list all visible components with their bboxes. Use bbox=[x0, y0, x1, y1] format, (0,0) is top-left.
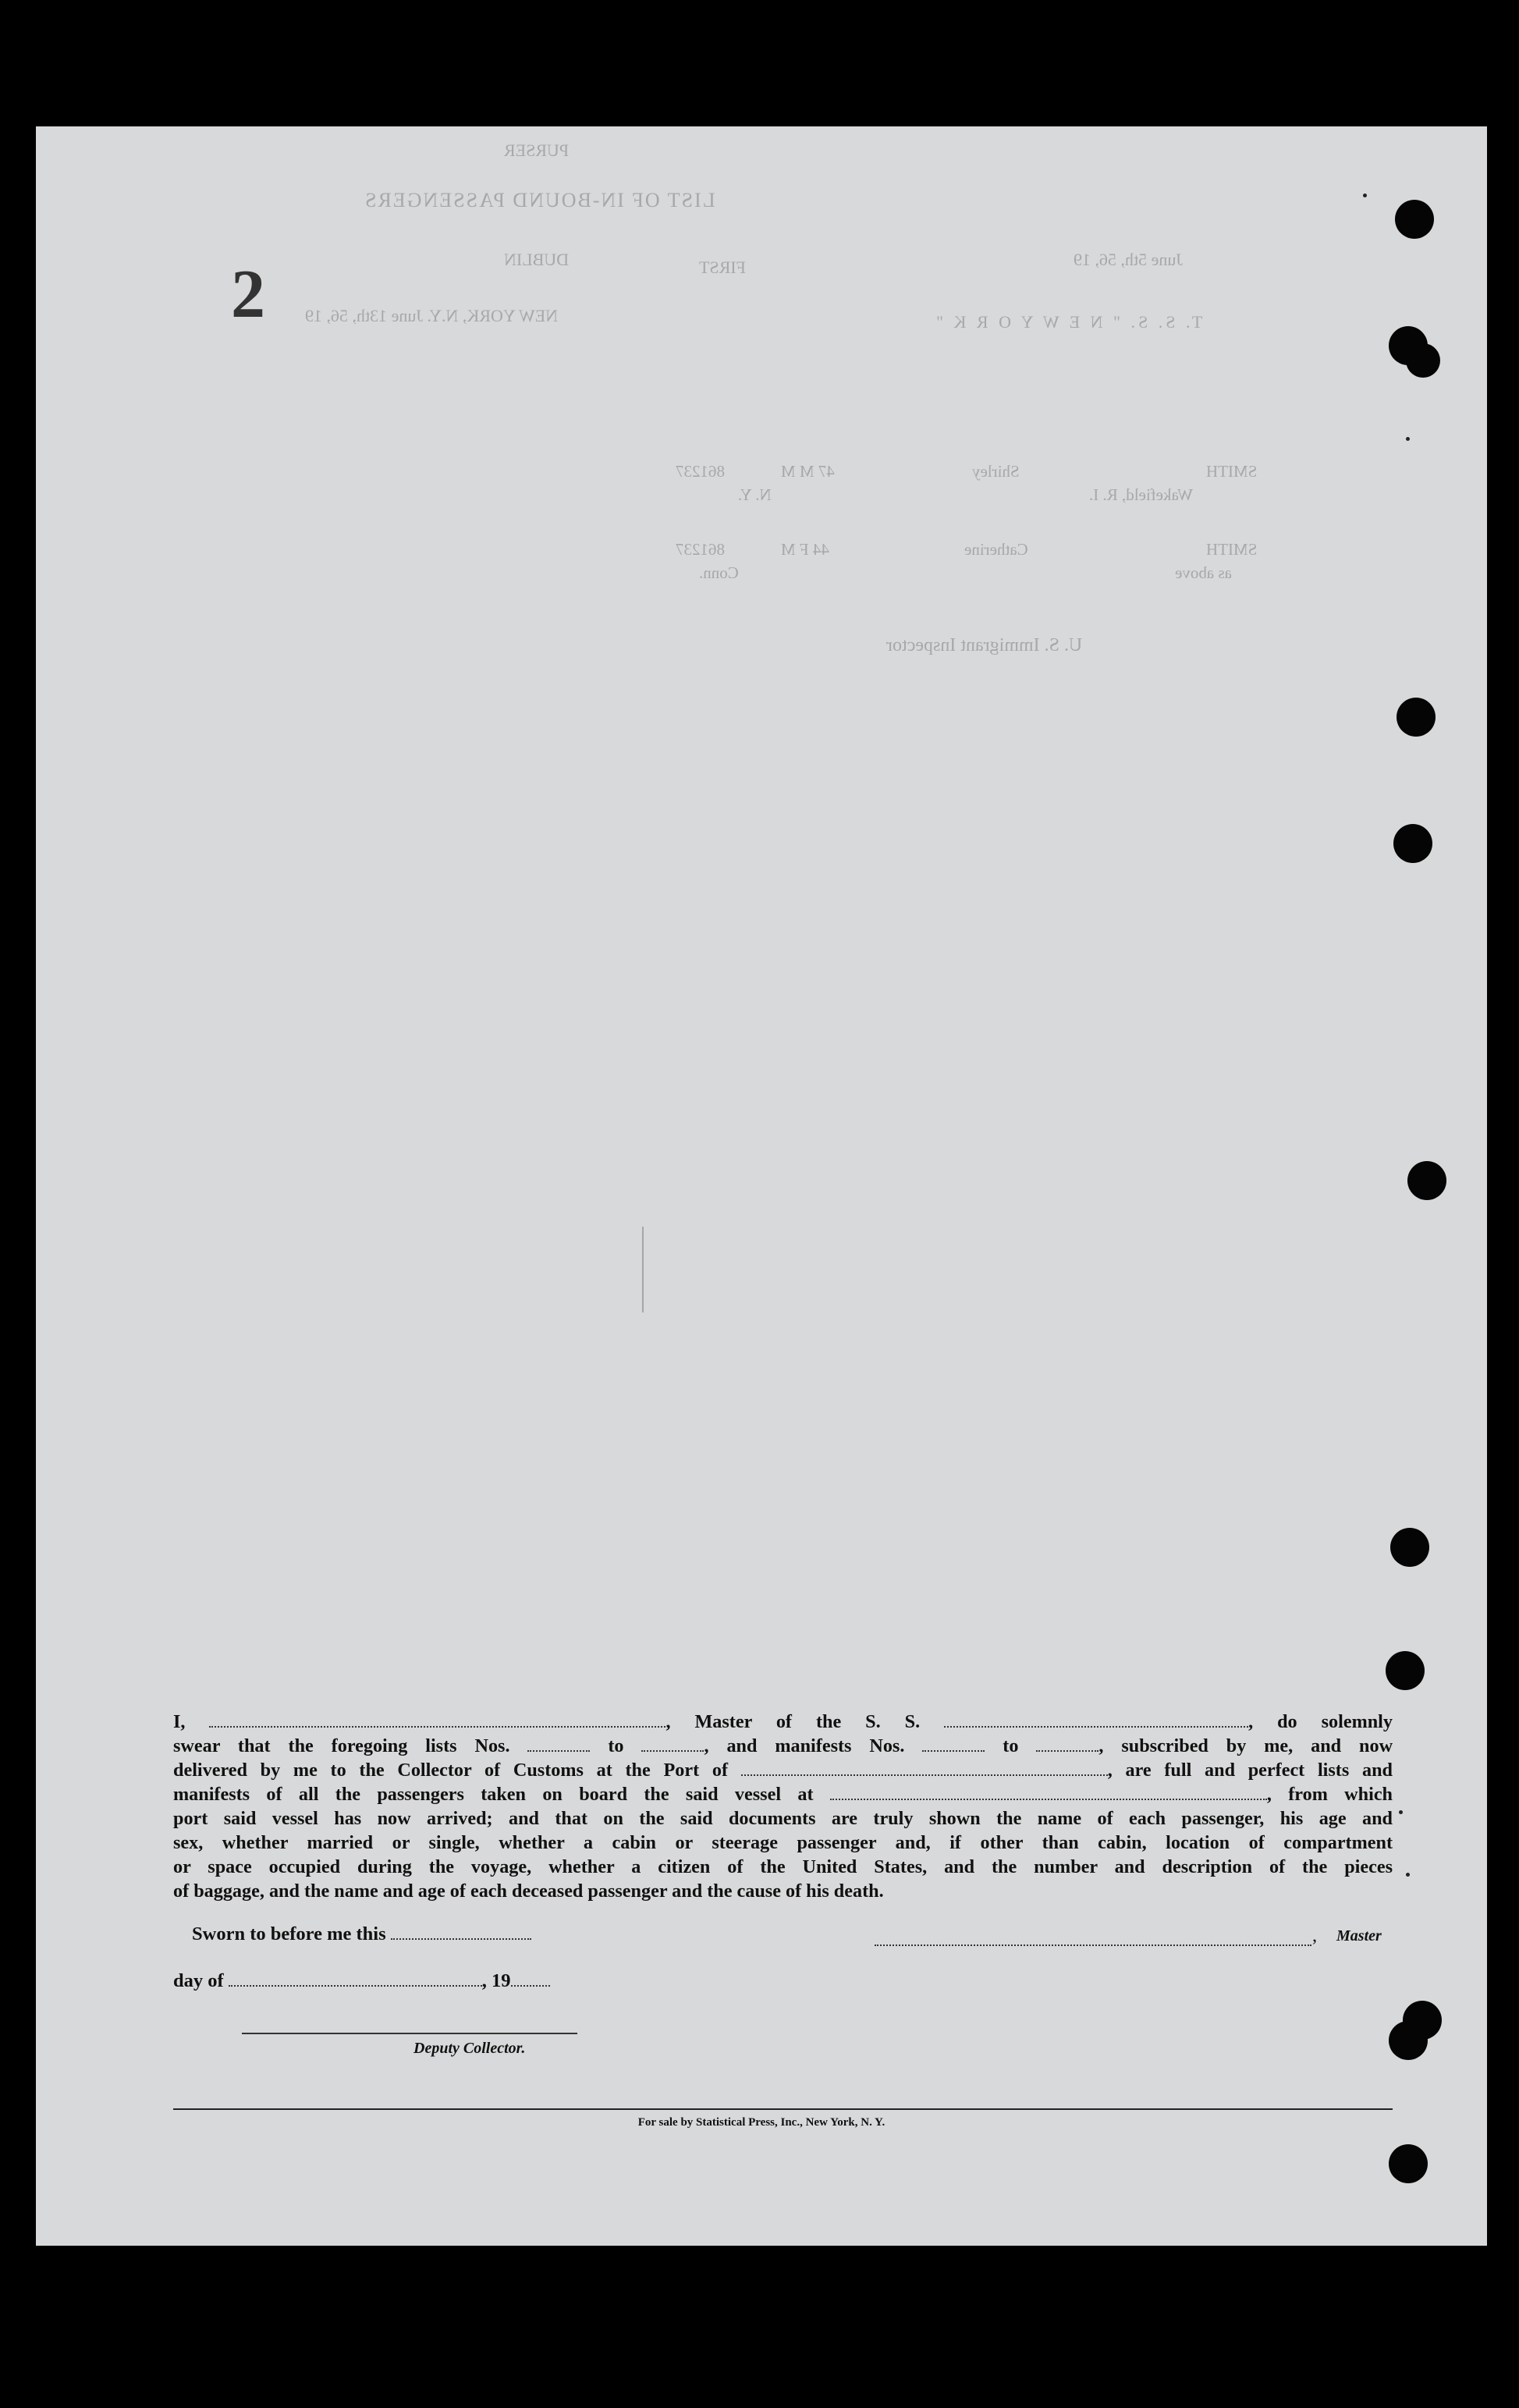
ink-speck bbox=[1363, 194, 1367, 197]
oath-line: delivered by me to the Collector of Customs at the Port of , are full and perfect lists and bbox=[173, 1760, 1393, 1781]
bleed-through-text: Wakefield, R. I. bbox=[1089, 485, 1194, 504]
bleed-through-text: T. S. S. " N E W Y O R K " bbox=[933, 312, 1203, 332]
year-blank bbox=[511, 1985, 550, 1987]
manifest-to-blank bbox=[1036, 1750, 1098, 1752]
manifest-page bbox=[36, 126, 1487, 2246]
fold-line bbox=[642, 1227, 644, 1312]
bleed-through-text: N. Y. bbox=[738, 485, 772, 504]
punch-hole bbox=[1386, 1651, 1425, 1690]
oath-line: or space occupied during the voyage, whether a citizen of the United States, and the number and description of the pieces bbox=[173, 1856, 1393, 1877]
bleed-through-text: 861237 bbox=[676, 462, 725, 481]
manifest-from-blank bbox=[922, 1750, 985, 1752]
bleed-through-text: U. S. Immigrant Inspector bbox=[886, 635, 1083, 655]
ship-name-blank bbox=[944, 1726, 1248, 1728]
sworn-before-line: Sworn to before me this bbox=[192, 1923, 531, 1945]
punch-hole bbox=[1406, 343, 1440, 378]
punch-hole bbox=[1390, 1528, 1429, 1567]
bleed-through-text: PURSER bbox=[504, 140, 570, 160]
punch-hole bbox=[1397, 698, 1436, 737]
footer-rule bbox=[173, 2108, 1393, 2110]
bleed-through-text: FIRST bbox=[699, 257, 746, 277]
master-signature-line bbox=[875, 1945, 1311, 1946]
printer-credit: For sale by Statistical Press, Inc., New York, N. Y. bbox=[637, 2116, 885, 2129]
deputy-signature-line bbox=[242, 2033, 577, 2034]
master-signature-comma: , bbox=[1312, 1925, 1318, 1946]
master-label: Master bbox=[1336, 1927, 1382, 1945]
bleed-through-text: SMITH bbox=[1206, 462, 1258, 481]
ink-speck bbox=[1406, 437, 1410, 441]
oath-line: of baggage, and the name and age of each deceased passenger and the cause of his death. bbox=[173, 1881, 884, 1902]
bleed-through-text: 44 F M bbox=[781, 540, 829, 559]
master-name-blank bbox=[209, 1726, 665, 1728]
bleed-through-text: June 5th, 56, 19 bbox=[1074, 250, 1183, 269]
folio-number: 2 bbox=[231, 257, 265, 332]
bleed-through-text: Shirley bbox=[972, 462, 1020, 481]
sworn-date-blank bbox=[391, 1938, 531, 1940]
punch-hole bbox=[1407, 1161, 1446, 1200]
port-blank bbox=[741, 1774, 1108, 1776]
punch-hole bbox=[1389, 2021, 1428, 2060]
bleed-through-text: LIST OF IN-BOUND PASSENGERS bbox=[364, 189, 715, 211]
bleed-through-text: as above bbox=[1175, 563, 1232, 582]
bleed-through-text: 861237 bbox=[676, 540, 725, 559]
bleed-through-text: DUBLIN bbox=[504, 250, 570, 269]
punch-hole bbox=[1395, 200, 1434, 239]
oath-line: swear that the foregoing lists Nos. to , and manifests Nos. to , subscribed by me, and now bbox=[173, 1735, 1393, 1756]
bleed-through-text: Catherine bbox=[964, 540, 1028, 559]
oath-line: I, , Master of the S. S. , do solemnly bbox=[173, 1711, 1393, 1732]
oath-line: sex, whether married or single, whether a cabin or steerage passenger and, if other than cabin, location of compartment bbox=[173, 1832, 1393, 1853]
day-of-line: day of , 19 bbox=[173, 1970, 550, 1992]
punch-hole bbox=[1393, 824, 1432, 863]
punch-hole bbox=[1389, 2144, 1428, 2183]
bleed-through-text: Conn. bbox=[699, 563, 739, 582]
list-to-blank bbox=[641, 1750, 704, 1752]
oath-line: port said vessel has now arrived; and that on the said documents are truly shown the name of each passenger, his age and bbox=[173, 1808, 1393, 1829]
departure-port-blank bbox=[830, 1799, 1267, 1800]
master-oath bbox=[173, 1710, 1393, 1903]
bleed-through-text: NEW YORK, N.Y. June 13th, 56, 19 bbox=[305, 306, 559, 325]
ink-speck bbox=[1399, 1810, 1403, 1814]
deputy-collector-label: Deputy Collector. bbox=[413, 2040, 526, 2057]
list-from-blank bbox=[527, 1750, 590, 1752]
oath-line: manifests of all the passengers taken on board the said vessel at , from which bbox=[173, 1784, 1393, 1805]
bleed-through-text: SMITH bbox=[1206, 540, 1258, 559]
day-of-blank bbox=[229, 1985, 482, 1987]
ink-speck bbox=[1406, 1873, 1410, 1877]
bleed-through-text: 47 M M bbox=[781, 462, 835, 481]
